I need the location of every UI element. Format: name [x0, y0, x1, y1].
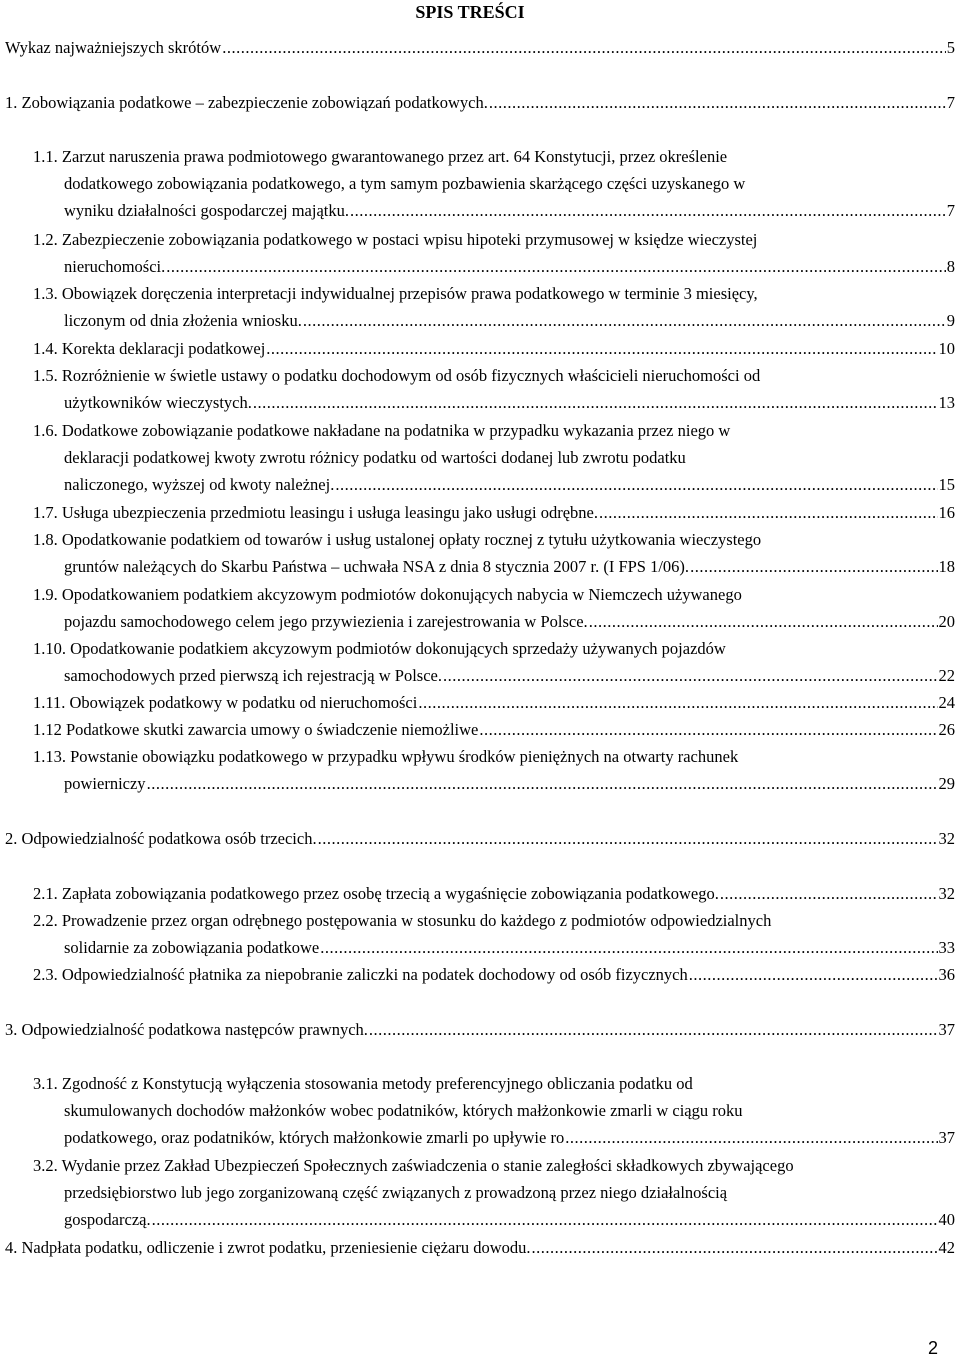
dot-leader [166, 253, 945, 280]
toc-entry-line: przedsiębiorstwo lub jego zorganizowaną część związanych z prowadzoną przez niego działalnością [64, 1183, 728, 1202]
toc-entry-line: 1.9. Opodatkowaniem podatkiem akcyzowym podmiotów dokonujących nabycia w Niemczech używanego [33, 585, 742, 604]
toc-entry-line: 1.11. Obowiązek podatkowy w podatku od nieruchomości [33, 693, 418, 712]
toc-entry-line: 2.1. Zapłata zobowiązania podatkowego przez osobę trzecią a wygaśnięcie zobowiązania podatkowego. [33, 884, 719, 903]
toc-entry[interactable] [5, 825, 955, 852]
toc-entry-line: gospodarczą. [64, 1210, 151, 1229]
toc-entry-page: 13 [938, 393, 955, 412]
toc-entry-page: 16 [938, 503, 955, 522]
toc-entry-line: solidarnie za zobowiązania podatkowe [64, 938, 320, 957]
toc-entry-page: 18 [938, 557, 955, 576]
toc-entry-last-line [5, 1234, 955, 1261]
toc-entry-line: 4. Nadpłata podatku, odliczenie i zwrot podatku, przeniesienie ciężaru dowodu. [5, 1238, 531, 1257]
toc-entry-line: 3.2. Wydanie przez Zakład Ubezpieczeń Społecznych zaświadczenia o stanie zaległości składkowych zbywającego [33, 1156, 794, 1175]
toc-entry[interactable] [33, 689, 955, 716]
dot-leader [318, 825, 938, 852]
toc-entry-page: 36 [938, 965, 955, 984]
dot-leader [266, 335, 937, 362]
toc-entry[interactable] [33, 1152, 955, 1233]
toc-entry-last-line [33, 197, 955, 224]
toc-entry-line: podatkowego, oraz podatników, których małżonkowie zmarli po upływie ro [64, 1128, 565, 1147]
toc-entry-last-line [33, 1206, 955, 1233]
dot-leader [532, 1234, 938, 1261]
toc-entry-line: deklaracji podatkowej kwoty zwrotu różnicy podatku od wartości dodanej lub zwrotu podatku [64, 448, 686, 467]
toc-entry-page: 24 [938, 693, 955, 712]
toc-entry-page: 33 [938, 938, 955, 957]
toc-entry-line: 1.3. Obowiązek doręczenia interpretacji indywidualnej przepisów prawa podatkowego w terminie 3 miesięcy, [33, 284, 758, 303]
toc-entry-line: 1.1. Zarzut naruszenia prawa podmiotowego gwarantowanego przez art. 64 Konstytucji, przez określenie [33, 147, 728, 166]
toc-entry-line: 1.6. Dodatkowe zobowiązanie podatkowe nakładane na podatnika w przypadku wykazania przez niego w [33, 421, 731, 440]
toc-entry[interactable] [33, 743, 955, 797]
dot-leader [222, 34, 946, 61]
toc-entry-page: 32 [938, 884, 955, 903]
toc-entry[interactable] [33, 581, 955, 635]
toc-entry-last-line [33, 499, 955, 526]
toc-entry-page: 26 [938, 720, 955, 739]
toc-entry-last-line [5, 89, 955, 116]
toc-entry-last-line [33, 335, 955, 362]
toc-entry-line: liczonym od dnia złożenia wniosku. [64, 311, 302, 330]
toc-entry-last-line [33, 253, 955, 280]
toc-entry[interactable] [33, 417, 955, 498]
toc-entry-line: 1. Zobowiązania podatkowe – zabezpieczenie zobowiązań podatkowych. [5, 93, 488, 112]
toc-entry-page: 5 [946, 38, 955, 57]
toc-entry-last-line [33, 689, 955, 716]
toc-entry-line: powierniczy [64, 774, 146, 793]
dot-leader [418, 689, 937, 716]
toc-entry-page: 29 [938, 774, 955, 793]
dot-leader [320, 934, 937, 961]
toc-entry-page: 8 [946, 257, 955, 276]
toc-entry-last-line [33, 770, 955, 797]
dot-leader [335, 471, 937, 498]
toc-entry[interactable] [33, 226, 955, 280]
toc-entry-line: 2.3. Odpowiedzialność płatnika za niepobranie zaliczki na podatek dochodowy od osób fizycznych [33, 965, 688, 984]
toc-entry[interactable] [33, 143, 955, 224]
dot-leader [720, 880, 938, 907]
toc-entry-line: gruntów należących do Skarbu Państwa – uchwała NSA z dnia 8 stycznia 2007 r. (I FPS 1/06). [64, 557, 690, 576]
toc-entry-last-line [5, 1016, 955, 1043]
toc-entry-line: wyniku działalności gospodarczej majątku. [64, 201, 349, 220]
page-title: SPIS TREŚCI [415, 2, 525, 22]
toc-entry-last-line [33, 389, 955, 416]
toc-entry-last-line [33, 471, 955, 498]
toc-entry-line: samochodowych przed pierwszą ich rejestracją w Polsce. [64, 666, 442, 685]
toc-entry[interactable] [33, 716, 955, 743]
dot-leader [443, 662, 938, 689]
toc-entry-page: 37 [938, 1128, 955, 1147]
toc-entry-line: 3.1. Zgodność z Konstytucją wyłączenia stosowania metody preferencyjnego obliczania podatku od [33, 1074, 693, 1093]
toc-entry[interactable] [33, 635, 955, 689]
toc-entry-line: 1.2. Zabezpieczenie zobowiązania podatkowego w postaci wpisu hipoteki przymusowej w księdze wieczystej [33, 230, 758, 249]
toc-entry[interactable] [33, 907, 955, 961]
dot-leader [690, 553, 937, 580]
dot-leader [147, 770, 938, 797]
toc-entry[interactable] [5, 89, 955, 116]
toc-entry-line: skumulowanych dochodów małżonków wobec podatników, których małżonkowie zmarli w ciągu roku [64, 1101, 743, 1120]
toc-entry-line: 1.13. Powstanie obowiązku podatkowego w przypadku wpływu środków pieniężnych na otwarty rachunek [33, 747, 739, 766]
toc-entry-page: 10 [938, 339, 955, 358]
toc-entry[interactable] [33, 335, 955, 362]
toc-entry-line: dodatkowego zobowiązania podatkowego, a tym samym pozbawienia skarżącego części uzyskanego w [64, 174, 746, 193]
toc-entry-line: 1.10. Opodatkowanie podatkiem akcyzowym podmiotów dokonujących sprzedaży używanych pojazdów [33, 639, 726, 658]
toc-entry-last-line [33, 934, 955, 961]
toc-entry-page: 9 [946, 311, 955, 330]
toc-entry-last-line [33, 608, 955, 635]
toc-entry[interactable] [5, 1234, 955, 1261]
toc-entry-line: 2.2. Prowadzenie przez organ odrębnego postępowania w stosunku do każdego z podmiotów odpowiedzialnych [33, 911, 772, 930]
toc-entry[interactable] [33, 280, 955, 334]
toc-entry[interactable] [33, 362, 955, 416]
toc-entry-line: 1.12 Podatkowe skutki zawarcia umowy o świadczenie niemożliwe [33, 720, 479, 739]
toc-entry[interactable] [33, 499, 955, 526]
dot-leader [589, 608, 938, 635]
page-number: 2 [927, 1338, 938, 1358]
toc-entry-page: 32 [938, 829, 955, 848]
toc-entry-last-line [33, 1124, 955, 1151]
dot-leader [599, 499, 938, 526]
toc-entry-line: naliczonego, wyższej od kwoty należnej. [64, 475, 335, 494]
toc-entry-last-line [33, 662, 955, 689]
toc-entry-page: 7 [946, 93, 955, 112]
toc-entry[interactable] [33, 1070, 955, 1151]
toc-entry-last-line [5, 825, 955, 852]
toc-entry-line: pojazdu samochodowego celem jego przywiezienia i zarejestrowania w Polsce. [64, 612, 588, 631]
dot-leader [303, 307, 946, 334]
toc-entry[interactable] [5, 1016, 955, 1043]
toc-entry[interactable] [33, 961, 955, 988]
dot-leader [565, 1124, 937, 1151]
toc-entry-line: nieruchomości. [64, 257, 166, 276]
toc-entry-line: 2. Odpowiedzialność podatkowa osób trzecich. [5, 829, 317, 848]
toc-entry-page: 15 [938, 475, 955, 494]
toc-entry-last-line [33, 553, 955, 580]
toc-entry-line: użytkowników wieczystych. [64, 393, 252, 412]
toc-entry-page: 7 [946, 201, 955, 220]
toc-entry-line: 3. Odpowiedzialność podatkowa następców prawnych. [5, 1020, 368, 1039]
toc-entry-last-line [33, 961, 955, 988]
toc-entry-line: 1.5. Rozróżnienie w świetle ustawy o podatku dochodowym od osób fizycznych właścicieli nieruchomości od [33, 366, 761, 385]
toc-entry-page: 42 [938, 1238, 955, 1257]
toc-entry[interactable] [33, 526, 955, 580]
toc-entry-line: 1.8. Opodatkowanie podatkiem od towarów i usług ustalonej opłaty rocznej z tytułu użytkowania wieczystego [33, 530, 762, 549]
toc-entry-line: 1.7. Usługa ubezpieczenia przedmiotu leasingu i usługa leasingu jako usługi odrębne. [33, 503, 598, 522]
toc-entry-line: 1.4. Korekta deklaracji podatkowej [33, 339, 266, 358]
toc-entry-page: 20 [938, 612, 955, 631]
toc-entry-page: 40 [938, 1210, 955, 1229]
dot-leader [253, 389, 938, 416]
toc-entry-page: 22 [938, 666, 955, 685]
toc-entry[interactable] [5, 34, 955, 61]
dot-leader [479, 716, 937, 743]
dot-leader [689, 961, 938, 988]
dot-leader [350, 197, 946, 224]
dot-leader [489, 89, 946, 116]
toc-entry[interactable] [33, 880, 955, 907]
toc-entry-last-line [33, 307, 955, 334]
dot-leader [369, 1016, 938, 1043]
dot-leader [152, 1206, 938, 1233]
toc-entry-last-line [5, 34, 955, 61]
toc-entry-page: 37 [938, 1020, 955, 1039]
toc-entry-line: Wykaz najważniejszych skrótów [5, 38, 222, 57]
toc-entry-last-line [33, 880, 955, 907]
toc-entry-last-line [33, 716, 955, 743]
